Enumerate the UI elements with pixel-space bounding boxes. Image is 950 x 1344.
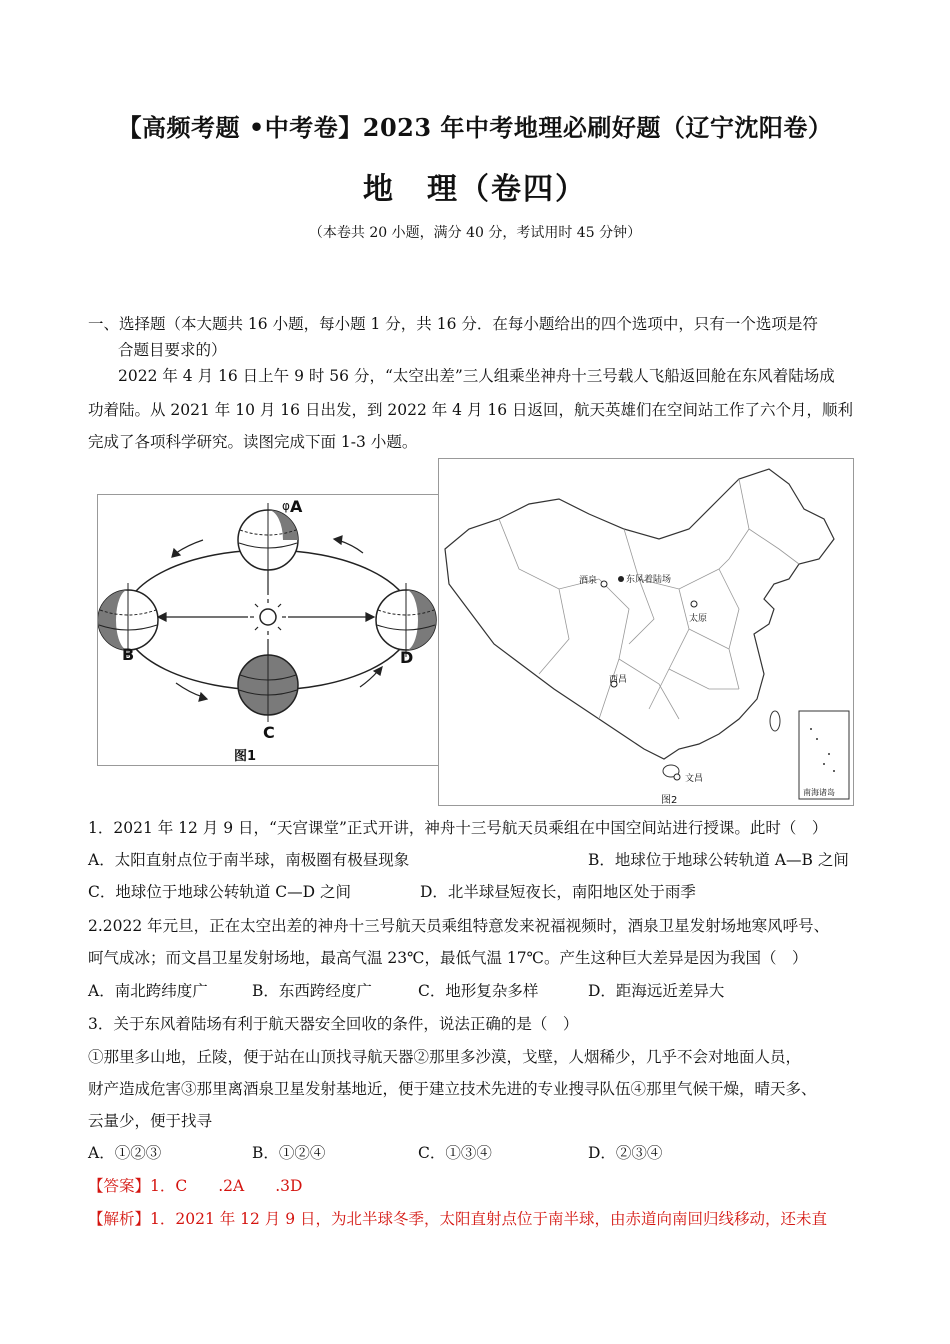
page-subtitle: 地 理（卷四）: [363, 172, 587, 207]
q1-option-c: C．地球位于地球公转轨道 C—D 之间: [88, 883, 352, 901]
q2-option-a: A．南北跨纬度广: [88, 982, 208, 1000]
taiyuan-marker: [691, 601, 697, 607]
section-heading-cont: 合题目要求的）: [118, 341, 227, 359]
intro-text: 2022 年 4 月 16 日上午 9 时 56 分，“太空出差”三人组乘坐神舟十三号载人飞船返回舱在东风着陆场成: [118, 367, 835, 385]
question-3-statements: 云量少，便于找寻: [88, 1112, 213, 1130]
phi-label: φ: [282, 499, 290, 513]
exam-note: （本卷共 20 小题，满分 40 分，考试用时 45 分钟）: [308, 225, 642, 241]
label-b: B: [122, 645, 135, 664]
q3-option-c: C．①③④: [418, 1144, 492, 1162]
jiuquan-marker: [601, 581, 607, 587]
q1-option-b: B．地球位于地球公转轨道 A—B 之间: [588, 851, 849, 869]
q1-option-a: A．太阳直射点位于南半球，南极圈有极昼现象: [88, 851, 410, 869]
taiwan-island: [770, 711, 780, 731]
question-2-stem-cont: 呵气成冰；而文昌卫星发射场地，最高气温 23℃，最低气温 17℃。产生这种巨大差异是因为我国（ ）: [88, 949, 808, 967]
q2-option-d: D．距海远近差异大: [588, 982, 725, 1000]
page-title: 【高频考题 •中考卷】2023 年中考地理必刷好题（辽宁沈阳卷）: [117, 113, 833, 142]
question-1-stem: 1．2021 年 12 月 9 日，“天宫课堂”正式开讲，神舟十三号航天员乘组在中国空间站进行授课。此时（ ）: [88, 819, 828, 837]
question-2-stem: 2.2022 年元旦，正在太空出差的神舟十三号航天员乘组特意发来祝福视频时，酒泉卫星发射场地寒风呼号、: [88, 917, 830, 935]
label-a: A: [290, 497, 303, 516]
inset-label: 南海诸岛: [803, 788, 835, 797]
earth-d: [376, 583, 436, 657]
label-c: C: [263, 723, 275, 742]
figure-2-caption: 图2: [661, 795, 678, 806]
question-3-statements: ①那里多山地，丘陵，便于站在山顶找寻航天器②那里多沙漠，戈壁，人烟稀少，几乎不会对地面人员，: [88, 1048, 802, 1066]
figure-2-china-map: [438, 458, 854, 806]
question-3-stem: 3．关于东风着陆场有利于航天器安全回收的条件，说法正确的是（ ）: [88, 1015, 579, 1033]
q3-option-b: B．①②④: [252, 1144, 326, 1162]
q3-option-a: A．①②③: [88, 1144, 162, 1162]
section-heading: 一、选择题（本大题共 16 小题，每小题 1 分，共 16 分．在每小题给出的四个选项中，只有一个选项是符: [88, 315, 818, 333]
intro-text: 完成了各项科学研究。读图完成下面 1-3 小题。: [88, 433, 418, 451]
wenchang-marker: [674, 774, 680, 780]
figure-1-revolution-diagram: [97, 494, 439, 766]
taiyuan-label: 太原: [689, 614, 708, 624]
sun-icon: [260, 609, 276, 625]
dongfeng-marker: [618, 576, 624, 582]
q3-option-d: D．②③④: [588, 1144, 663, 1162]
earth-a: [238, 503, 298, 577]
intro-text: 功着陆。从 2021 年 10 月 16 日出发，到 2022 年 4 月 16 日返回，航天英雄们在空间站工作了六个月，顺利: [88, 401, 854, 419]
q2-option-c: C．地形复杂多样: [418, 982, 539, 1000]
answer-line: 【答案】1．C .2A .3D: [88, 1177, 303, 1195]
q1-option-d: D．北半球昼短夜长，南阳地区处于雨季: [420, 883, 696, 901]
analysis-line: 【解析】1．2021 年 12 月 9 日，为北半球冬季，太阳直射点位于南半球，由赤道向南回归线移动，还未直: [88, 1210, 828, 1228]
earth-c: [238, 648, 298, 722]
q2-option-b: B．东西跨经度广: [252, 982, 372, 1000]
question-3-statements: 财产造成危害③那里离酒泉卫星发射基地近，便于建立技术先进的专业搜寻队伍④那里气候干燥，晴天多、: [88, 1080, 817, 1098]
dongfeng-label: 东风着陆场: [626, 575, 672, 585]
figure-1-caption: 图1: [234, 749, 257, 764]
label-d: D: [400, 648, 414, 667]
xichang-label: 西昌: [609, 675, 628, 685]
south-china-sea-inset: [799, 711, 849, 799]
china-map-svg: [439, 459, 853, 805]
jiuquan-label: 酒泉: [579, 576, 598, 586]
wenchang-label: 文昌: [685, 774, 704, 784]
sun-rays: [250, 599, 286, 635]
